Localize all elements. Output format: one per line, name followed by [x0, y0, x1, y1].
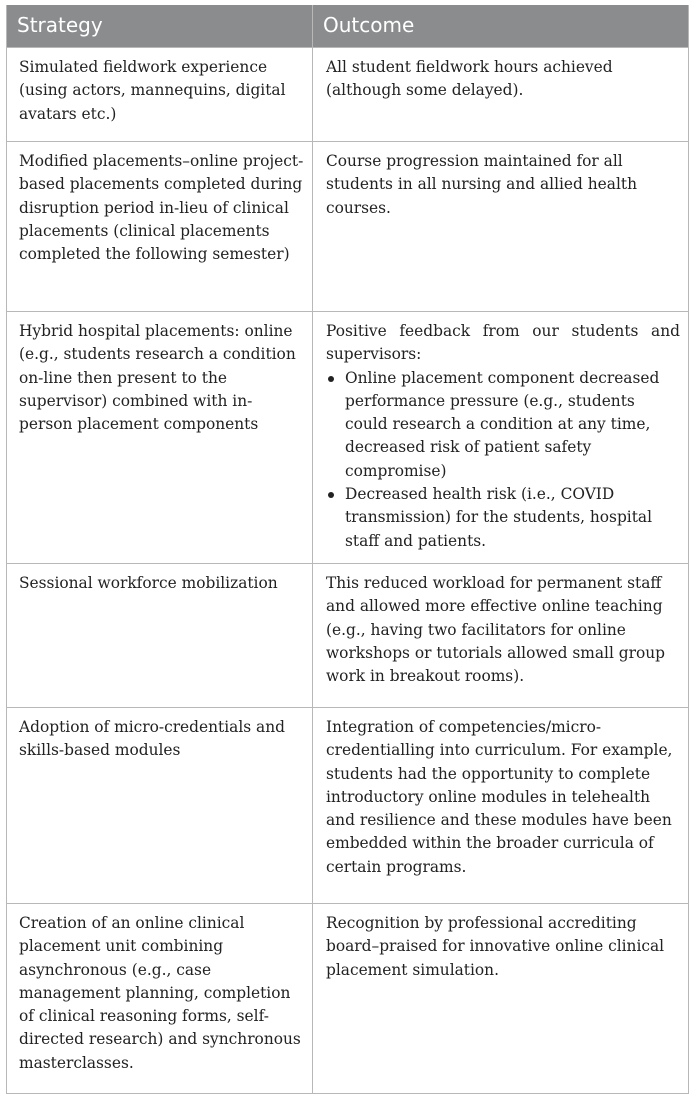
list-item	[326, 367, 680, 483]
bullet-text: Decreased health risk (i.e., COVID transmission) for the students, hospital staff and patients.	[345, 485, 653, 550]
bullet-icon	[328, 376, 334, 382]
outcome-cell	[313, 312, 689, 564]
outcome-cell: All student fieldwork hours achieved (although some delayed).	[313, 48, 689, 142]
outcome-bullet-list	[326, 367, 680, 553]
table-row	[7, 707, 689, 903]
outcome-cell: Course progression maintained for all students in all nursing and allied health courses.	[313, 142, 689, 312]
outcome-cell: Integration of competencies/micro-credentialling into curriculum. For example, students had the opportunity to complete introductory online modules in telehealth and resilience and these modules have been embedded within the broader curricula of certain programs.	[313, 707, 689, 903]
outcome-cell: This reduced workload for permanent staff and allowed more effective online teaching (e.g., having two facilitators for online workshops or tutorials allowed small group work in breakout rooms).	[313, 563, 689, 707]
table-row	[7, 312, 689, 564]
bullet-icon	[328, 492, 334, 498]
strategy-cell: Hybrid hospital placements: online (e.g., students research a condition on-line then present to the supervisor) combined with in-person placement components	[7, 312, 313, 564]
bullet-text: Online placement component decreased performance pressure (e.g., students could research a condition at any time, decreased risk of patient safety compromise)	[345, 368, 660, 480]
outcome-cell: Recognition by professional accrediting board–praised for innovative online clinical placement simulation.	[313, 903, 689, 1093]
table-row	[7, 903, 689, 1093]
table-row	[7, 142, 689, 312]
header-outcome: Outcome	[313, 5, 689, 48]
table-header-row	[7, 5, 689, 48]
strategy-outcome-table	[6, 5, 689, 1094]
strategy-cell: Creation of an online clinical placement unit combining asynchronous (e.g., case management planning, completion of clinical reasoning forms, self-directed research) and synchronous masterclasses.	[7, 903, 313, 1093]
outcome-intro: Positive feedback from our students and supervisors:	[326, 322, 680, 364]
strategy-cell: Modified placements–online project-based placements completed during disruption period in-lieu of clinical placements (clinical placements completed the following semester)	[7, 142, 313, 312]
header-strategy: Strategy	[7, 5, 313, 48]
list-item	[326, 483, 680, 553]
strategy-cell: Sessional workforce mobilization	[7, 563, 313, 707]
strategy-cell: Adoption of micro-credentials and skills-based modules	[7, 707, 313, 903]
table-row	[7, 48, 689, 142]
strategy-cell: Simulated fieldwork experience (using actors, mannequins, digital avatars etc.)	[7, 48, 313, 142]
table-row	[7, 563, 689, 707]
